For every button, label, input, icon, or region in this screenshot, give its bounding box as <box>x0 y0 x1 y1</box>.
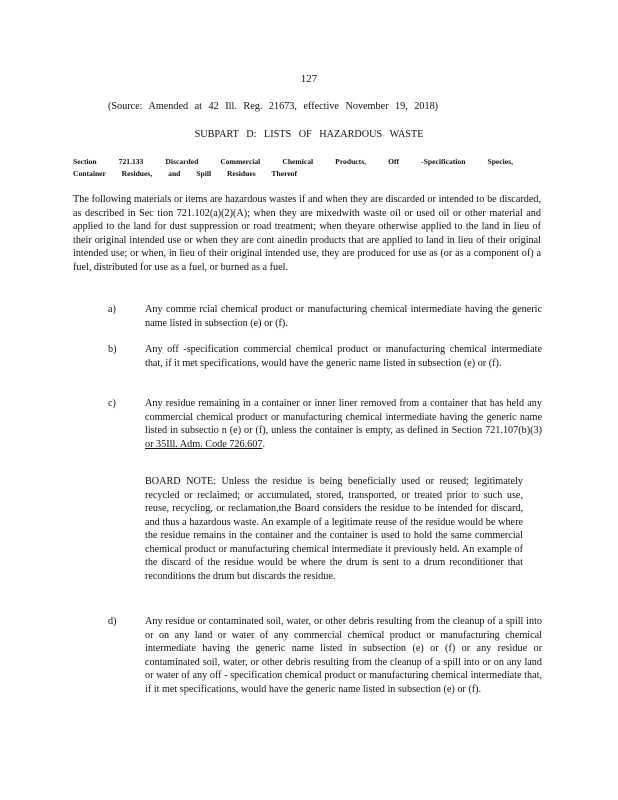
page-number: 127 <box>300 73 318 85</box>
list-item-text-end: . <box>262 438 265 450</box>
list-item-a <box>108 303 542 330</box>
list-item-d <box>108 615 542 696</box>
section-heading-line-2: Container Residues, and Spill Residues Thereof <box>73 169 298 178</box>
list-item-text: Any residue or contaminated soil, water, or other debris resulting from the cleanup of a spill into or on any land or water of any commercial chemical product or manufacturing chemical intermediate having the generic name listed in subsection (e) or (f) or any residue or contaminated soil, water, or other debris resulting from the cleanup of a spill into or on any land or water of any off - specification chemical product or manufacturing chemical intermediate that, if it met specifications, would have the generic name listed in subsection (e) or (f). <box>145 616 542 695</box>
list-marker: a) <box>108 304 116 315</box>
list-marker: c) <box>108 398 116 409</box>
list-item-text <box>145 397 542 451</box>
list-item-text: Any comme rcial chemical product or manufacturing chemical intermediate having the generic name listed in subsection (e) or (f). <box>145 304 542 329</box>
section-heading-line-1: Section 721.133 Discarded Commercial Chemical Products, Off -Specification Species, <box>73 157 513 166</box>
board-note: BOARD NOTE: Unless the residue is being beneficially used or reused; legitimately recycled or reclaimed; or accumulated, stored, transported, or treated prior to such use, reuse, recycling, or reclamation,the Board considers the residue to be intended for discard, and thus a hazardous waste. An example of a legitimate reuse of the residue would be where the residue remains in the container and the container is used to hold the same commercial chemical product or manufacturing chemical intermediate it previously held. An example of the discard of the residue would be where the drum is sent to a drum reconditioner that reconditions the drum but discards the residue. <box>145 476 523 582</box>
list-item-text-main: Any residue remaining in a container or inner liner removed from a container that has held any commercial chemical product or manufacturing chemical intermediate having the generic name listed in subsectio n (e) or (f), unless the container is empty, as defined in Section 721.107(b)(3) <box>145 398 542 436</box>
list-marker: d) <box>108 616 117 627</box>
list-marker: b) <box>108 344 117 355</box>
intro-paragraph: The following materials or items are hazardous wastes if and when they are discarded or intended to be discarded, as described in Sec tion 721.102(a)(2)(A); when they are mixedwith waste oil or used oil or other material and applied to the land for dust suppression or road treatment; when theyare otherwise applied to the land in lieu of their original intended use or when they are cont ainedin products that are applied to land in lieu of their original intended use; or when, in lieu of their original intended use, they are produced for use as (or as a component of) a fuel, distributed for use as a fuel, or burned as a fuel. <box>73 194 541 273</box>
section-heading <box>73 156 513 180</box>
subpart-heading: SUBPART D: LISTS OF HAZARDOUS WASTE <box>194 129 424 140</box>
amendment-underlined-text: or 35Ill. Adm. Code 726.607 <box>145 438 263 450</box>
list-item-c <box>108 397 542 451</box>
list-item-text: Any off -specification commercial chemical product or manufacturing chemical intermediate that, if it met specifications, would have the generic name listed in subsection (e) or (f). <box>145 344 542 369</box>
list-item-b <box>108 343 542 370</box>
source-note: (Source: Amended at 42 Ill. Reg. 21673, effective November 19, 2018) <box>108 101 439 112</box>
